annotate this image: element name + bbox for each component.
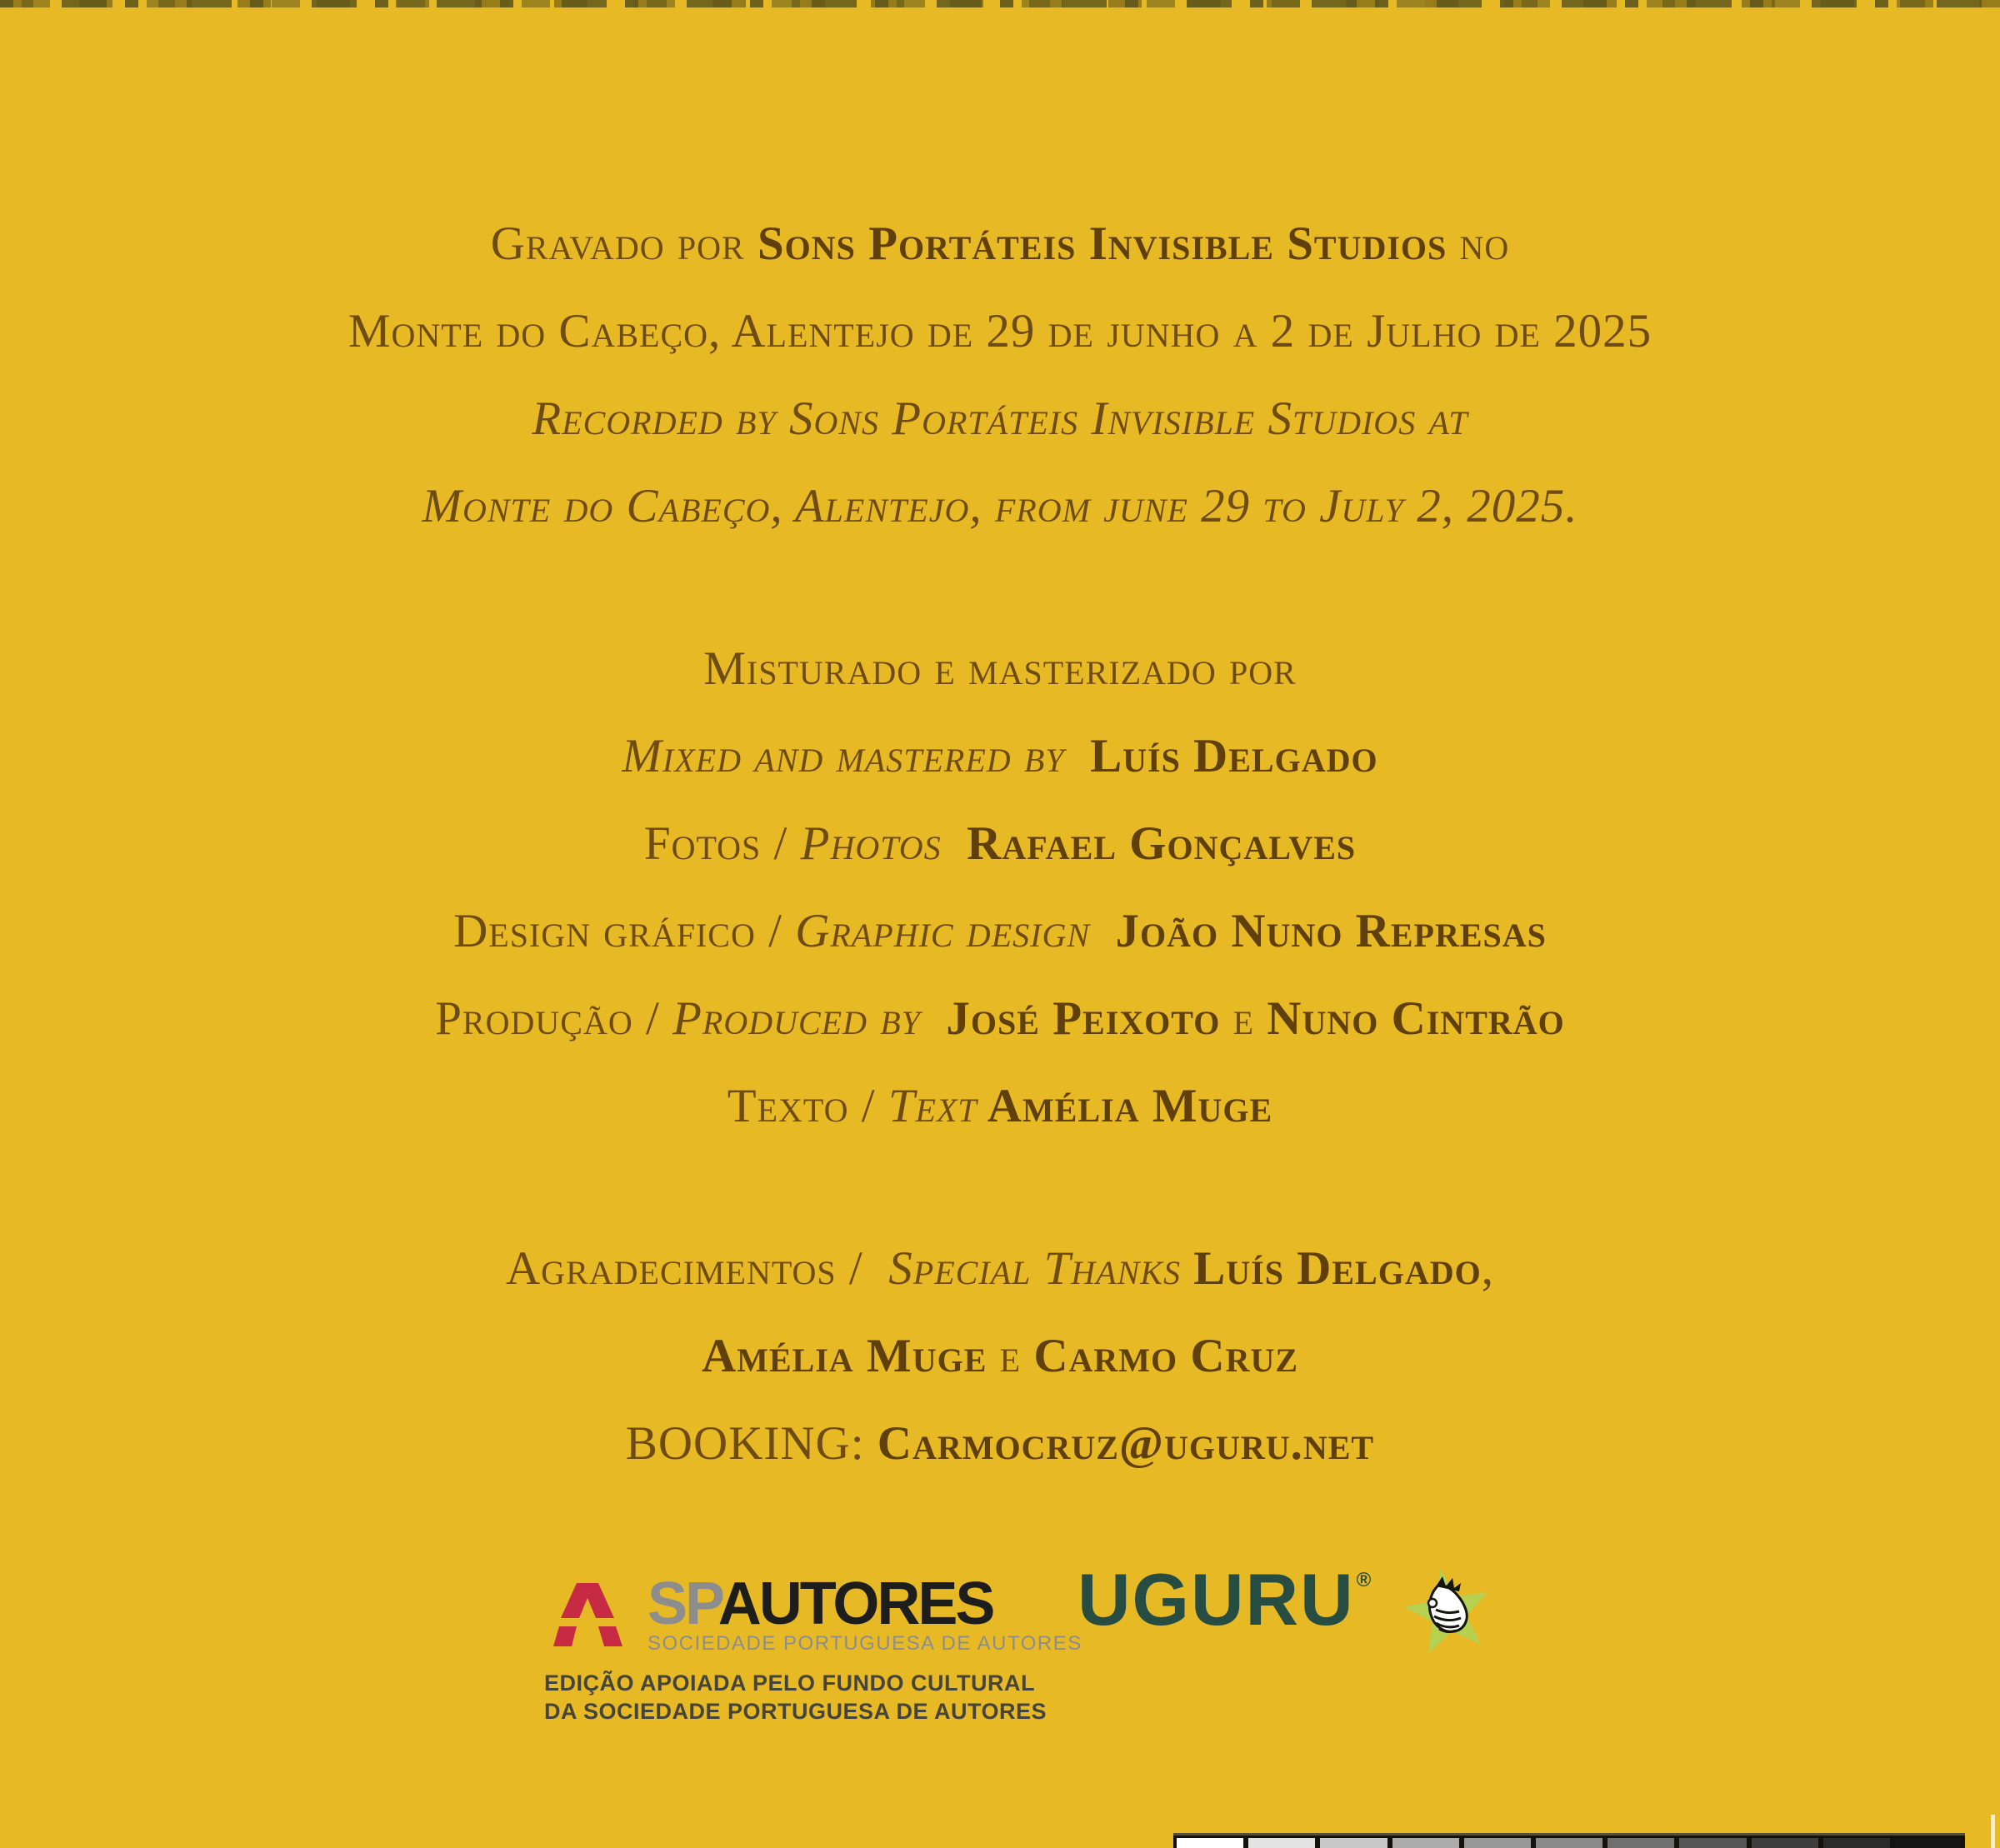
credit-gap [0,1150,2000,1225]
credit-line [0,712,2000,800]
credit-line [0,1225,2000,1312]
credit-line [0,200,2000,287]
spautores-support-line-2: DA SOCIEDADE PORTUGUESA DE AUTORES [544,1699,1048,1724]
credit-line [0,975,2000,1062]
credit-line [0,1062,2000,1150]
credit-segment: no [1447,217,1510,270]
credit-segment: Carmo Cruz [1033,1330,1299,1382]
grayscale-patch [1392,1838,1459,1848]
page-edge-mark [1991,1815,1995,1848]
credit-segment: Monte do Cabeço, Alentejo, from june 29 to July 2, 2025. [422,480,1578,532]
grayscale-patch [1679,1838,1746,1848]
credit-segment: Produção / [435,992,673,1045]
credit-segment: Text [888,1080,978,1132]
credit-segment: Recorded by Sons Portáteis Invisible Studios at [532,392,1468,445]
credit-segment: Nuno Cintrão [1267,992,1565,1045]
credit-segment: Sons Portáteis Invisible Studios [757,217,1448,270]
credit-segment: Monte do Cabeço, Alentejo de 29 de junho a 2 de Julho de 2025 [348,305,1652,357]
spautores-word-sp: SP [648,1571,718,1637]
grayscale-patch [1464,1838,1531,1848]
grayscale-patch [1895,1838,1962,1848]
credit-segment: Carmocruz@uguru.net [877,1417,1375,1470]
uguru-wordmark-text: UGURU [1078,1558,1355,1641]
credit-line [0,887,2000,975]
spautores-wordmark-block [648,1571,1082,1656]
credit-segment: Graphic design [795,905,1091,957]
credit-segment: Misturado e masterizado por [703,642,1297,695]
grayscale-patch [1248,1838,1315,1848]
credit-segment: BOOKING: [625,1417,878,1470]
grayscale-patch [1536,1838,1602,1848]
credit-segment: Agradecimentos / [506,1242,889,1295]
credit-line [0,1312,2000,1400]
credits [0,200,2000,1487]
credit-segment: Luís Delgado [1180,1242,1482,1295]
spautores-logo-row [544,1571,1082,1656]
spa-letter-a-icon [549,1581,626,1653]
credit-line [0,287,2000,375]
credit-segment: Produced by [672,992,921,1045]
credit-segment: e [1220,992,1268,1045]
uguru-registered-mark: ® [1356,1569,1373,1591]
credit-segment: João Nuno Represas [1090,905,1547,957]
grayscale-patch [1320,1838,1387,1848]
credit-segment: Design gráfico / [453,905,796,957]
credit-line [0,1400,2000,1487]
spautores-support-line-1: EDIÇÃO APOIADA PELO FUNDO CULTURAL [544,1671,1035,1696]
credit-segment: Photos [800,817,942,870]
credit-segment: Mixed and mastered by [622,730,1065,782]
credit-segment: Gravado por [490,217,758,270]
credit-segment: Amélia Muge [977,1080,1273,1132]
credit-segment: Luís Delgado [1064,730,1378,782]
credit-segment: Rafael Gonçalves [941,817,1357,870]
top-edge-texture [0,0,2000,7]
credit-line [0,462,2000,550]
credit-gap [0,550,2000,625]
spautores-tagline: SOCIEDADE PORTUGUESA DE AUTORES [648,1632,1082,1655]
spautores-word-autores: AUTORES [718,1571,993,1637]
credit-segment: Fotos / [643,817,801,870]
grayscale-calibration-strip [1173,1833,1965,1848]
spautores-logo [544,1571,1082,1726]
spautores-wordmark [648,1571,1082,1637]
credit-line [0,800,2000,887]
grayscale-patch [1608,1838,1674,1848]
grayscale-patch [1752,1838,1818,1848]
credit-line [0,375,2000,462]
credit-segment: e [987,1330,1034,1382]
credit-line [0,625,2000,712]
credit-segment: Texto / [727,1080,888,1132]
credit-segment: , [1481,1242,1494,1295]
credit-segment: Special Thanks [888,1242,1181,1295]
uguru-wordmark [1078,1558,1373,1641]
zebra-star-icon [1402,1566,1494,1655]
spautores-support-text [544,1669,1082,1726]
credit-segment: Amélia Muge [701,1330,988,1382]
uguru-logo [1078,1558,1494,1655]
grayscale-patch [1823,1838,1890,1848]
credit-segment: José Peixoto [920,992,1221,1045]
grayscale-patch [1177,1838,1243,1848]
